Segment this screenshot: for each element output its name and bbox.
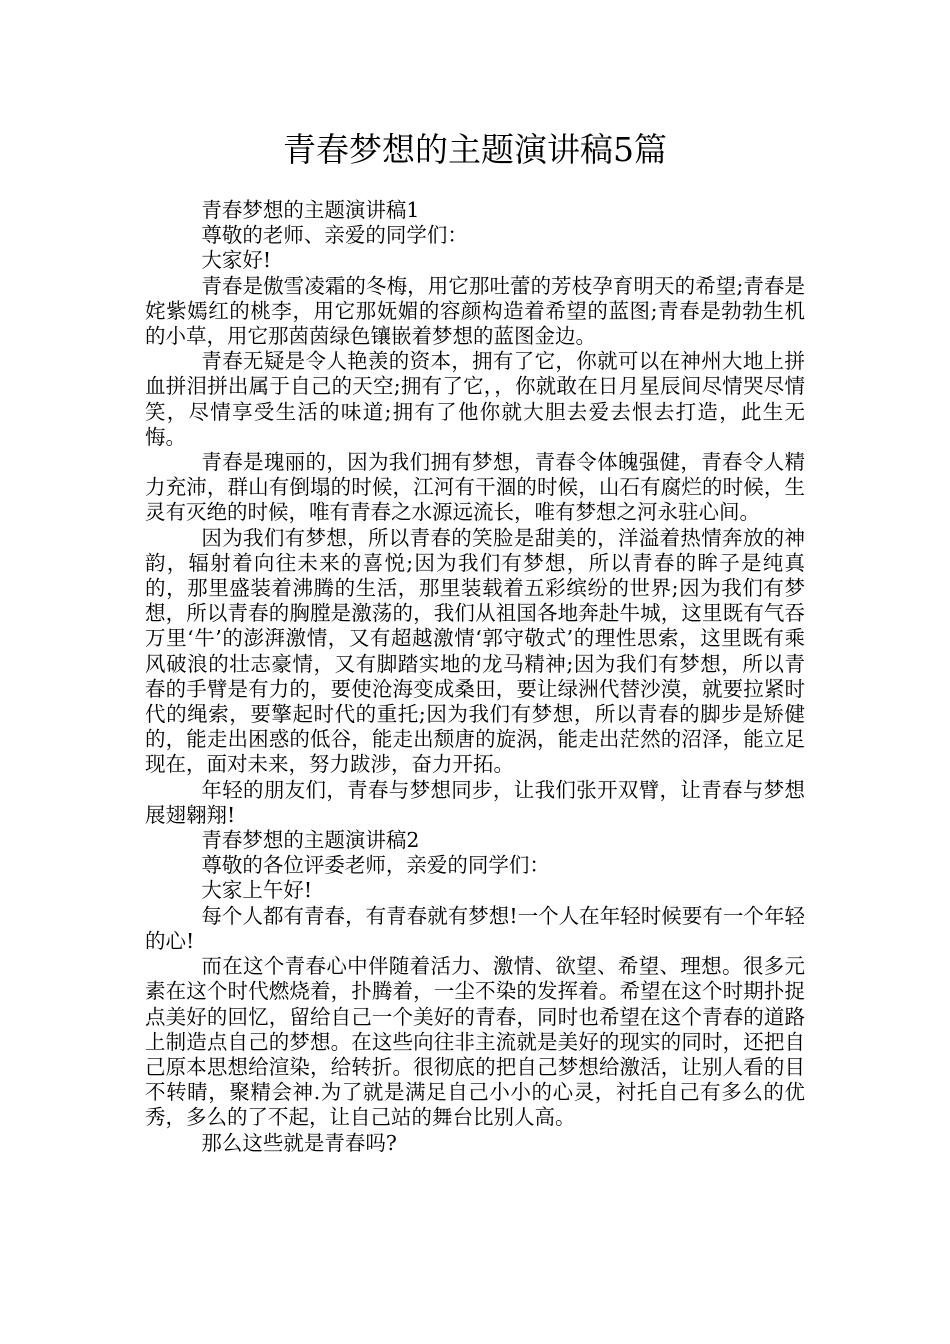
section-heading-2: 青春梦想的主题演讲稿2 — [201, 828, 420, 853]
paragraph: 青春是傲雪凌霜的冬梅，用它那吐蕾的芳枝孕育明天的希望;青春是姹紫嫣红的桃李，用它那妩媚的容颜构造着希望的蓝图;青春是勃勃生机的小草，用它那茵茵绿色镶嵌着梦想的蓝图金边。 — [145, 273, 805, 349]
paragraph: 每个人都有青春，有青春就有梦想!一个人在年轻时候要有一个年轻的心! — [145, 903, 805, 953]
paragraph: 年轻的朋友们，青春与梦想同步，让我们张开双臂，让青春与梦想展翅翱翔! — [145, 777, 805, 827]
greeting: 大家上午好! — [201, 878, 313, 903]
paragraph: 而在这个青春心中伴随着活力、激情、欲望、希望、理想。很多元素在这个时代燃烧着，扑腾着，一尘不染的发挥着。希望在这个时期扑捉点美好的回忆，留给自己一个美好的青春，同时也希望在这个青春的道路上制造点自己的梦想。在这些向往非主流就是美好的现实的同时，还把自己原本思想给渲染，给转折。很彻底的把自己梦想给激活，让别人看的目不转睛，聚精会神.为了就是满足自己小小的心灵，衬托自己有多么的优秀，多么的了不起，让自己站的舞台比别人高。 — [145, 954, 805, 1130]
greeting: 大家好! — [201, 248, 272, 273]
document-title: 青春梦想的主题演讲稿5篇 — [283, 130, 667, 169]
salutation: 尊敬的老师、亲爱的同学们： — [201, 223, 468, 248]
section-heading-1: 青春梦想的主题演讲稿1 — [201, 198, 420, 222]
paragraph: 青春是瑰丽的，因为我们拥有梦想，青春令体魄强健，青春令人精力充沛，群山有倒塌的时候，江河有干涸的时候，山石有腐烂的时候，生灵有灭绝的时候，唯有青春之水源远流长，唯有梦想之河永驻心间。 — [145, 450, 805, 525]
paragraph: 因为我们有梦想，所以青春的笑脸是甜美的，洋溢着热情奔放的神韵，辐射着向往未来的喜悦;因为我们有梦想，所以青春的眸子是纯真的，那里盛装着沸腾的生活，那里装载着五彩缤纷的世界;因为我们有梦想，所以青春的胸膛是激荡的，我们从祖国各地奔赴牛城，这里既有气吞万里‘牛’的澎湃激情，又有超越激情‘郭守敬式’的理性思索，这里既有乘风破浪的壮志豪情，又有脚踏实地的龙马精神;因为我们有梦想，所以青春的手臂是有力的，要使沧海变成桑田，要让绿洲代替沙漠，就要拉紧时代的绳索，要擎起时代的重托;因为我们有梦想，所以青春的脚步是矫健的，能走出困惑的低谷，能走出颓唐的旋涡，能走出茫然的沼泽，能立足现在，面对未来，努力跋涉，奋力开拓。 — [145, 525, 805, 777]
document-body — [145, 198, 805, 1156]
paragraph: 那么这些就是青春吗? — [201, 1130, 397, 1155]
salutation: 尊敬的各位评委老师，亲爱的同学们： — [201, 853, 550, 878]
paragraph: 青春无疑是令人艳羡的资本，拥有了它，你就可以在神州大地上拼血拼泪拼出属于自己的天空;拥有了它，，你就敢在日月星辰间尽情哭尽情笑，尽情享受生活的味道;拥有了他你就大胆去爱去恨去打造，此生无悔。 — [145, 349, 805, 449]
